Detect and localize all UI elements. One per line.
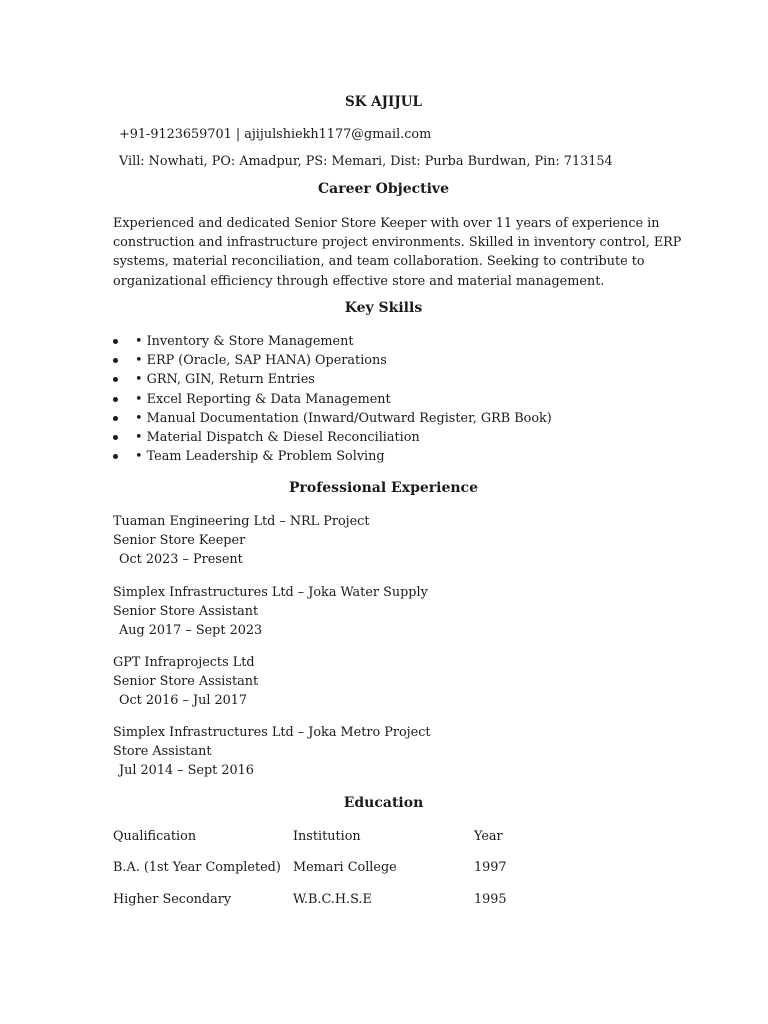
career-objective-text — [113, 214, 682, 291]
education-cell: W.B.C.H.S.E — [293, 892, 372, 907]
key-skills-heading: Key Skills — [344, 300, 423, 316]
objective-line: systems, material reconciliation, and team collaboration. Seeking to contribute to — [113, 254, 645, 270]
education-heading: Education — [343, 795, 424, 811]
education-header-institution: Institution — [293, 829, 361, 844]
job-period: Oct 2023 – Present — [119, 552, 243, 567]
education-header-qualification: Qualification — [113, 829, 197, 844]
education-cell: Memari College — [293, 860, 397, 875]
bullet-icon — [113, 339, 118, 344]
job-role: Senior Store Assistant — [113, 604, 259, 619]
objective-line: construction and infrastructure project environments. Skilled in inventory control, ERP — [113, 235, 682, 251]
job-period: Oct 2016 – Jul 2017 — [119, 693, 248, 708]
education-cell: 1997 — [474, 860, 507, 875]
experience-entry — [113, 653, 258, 710]
company-name: Tuaman Engineering Ltd – NRL Project — [113, 514, 370, 529]
candidate-name: SK AJIJUL — [344, 94, 422, 110]
bullet-icon — [113, 454, 118, 459]
job-period: Jul 2014 – Sept 2016 — [119, 763, 254, 778]
education-cell: Higher Secondary — [113, 892, 232, 907]
experience-entry — [113, 512, 370, 569]
bullet-icon — [113, 435, 118, 440]
bullet-icon — [113, 358, 118, 363]
bullet-icon — [113, 416, 118, 421]
address-line: Vill: Nowhati, PO: Amadpur, PS: Memari, Dist: Purba Burdwan, Pin: 713154 — [119, 154, 613, 169]
education-cell: B.A. (1st Year Completed) — [113, 860, 281, 875]
company-name: Simplex Infrastructures Ltd – Joka Metro Project — [113, 725, 431, 740]
bullet-icon — [113, 377, 118, 382]
education-cell: 1995 — [474, 892, 507, 907]
contact-line: +91-9123659701 | ajijulshiekh1177@gmail.com — [119, 127, 432, 142]
experience-entry — [113, 723, 431, 780]
job-role: Senior Store Assistant — [113, 674, 259, 689]
objective-line: organizational efficiency through effective store and material management. — [113, 273, 605, 289]
job-period: Aug 2017 – Sept 2023 — [119, 623, 263, 638]
company-name: GPT Infraprojects Ltd — [113, 655, 255, 670]
job-role: Store Assistant — [113, 744, 212, 759]
career-objective-heading: Career Objective — [318, 181, 449, 197]
company-name: Simplex Infrastructures Ltd – Joka Water Supply — [113, 585, 428, 600]
experience-heading: Professional Experience — [289, 480, 478, 496]
experience-entry — [113, 583, 428, 640]
job-role: Senior Store Keeper — [113, 533, 246, 548]
bullet-icon — [113, 397, 118, 402]
objective-line: Experienced and dedicated Senior Store Keeper with over 11 years of experience in — [113, 216, 660, 231]
education-header-year: Year — [474, 829, 503, 844]
